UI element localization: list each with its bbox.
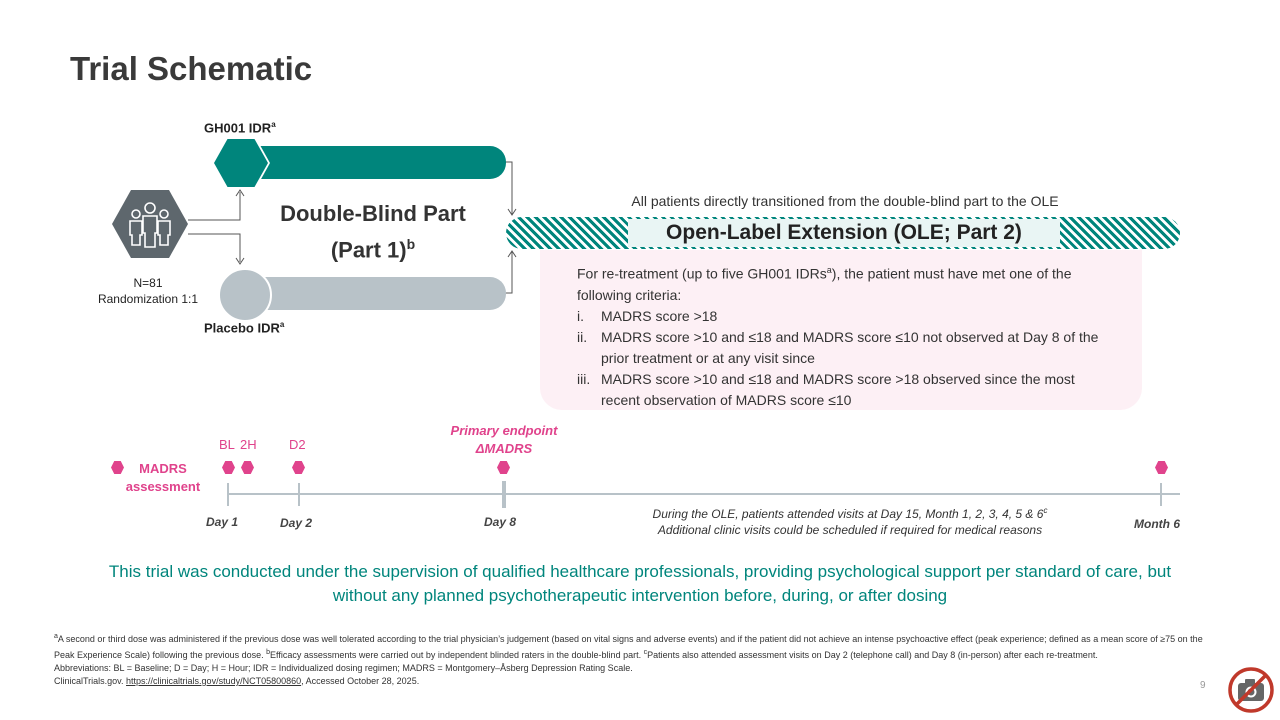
criteria-item: i. MADRS score >18 [577, 307, 718, 324]
footnote-text: $^a$A second or third dose was administered if the previous dose was well tolerated according to the trial physician’s judgement (based on vital signs and adverse events) and if the patient did not achieve an intense psychoactive effect (peak experience; defined as a mean score of ≥75 on the Peak Experience Scale) following the previous dose. $^b$Efficacy assessments were carried out by independent blinded raters in the double-blind part. $^c$Patients also attended assessment visits on Day 2 (telephone call) and Day 8 (in-person) after each re-treatment. [54, 633, 1203, 660]
double-blind-label: Double-Blind Part (Part 1)$^b$ [280, 201, 466, 263]
abbreviations: Abbreviations: BL = Baseline; D = Day; H = Hour; IDR = Individualized dosing regimen; MADRS = Montgomery–Åsberg Depression Rating Scale. [54, 663, 633, 673]
no-photography-icon [1227, 666, 1275, 714]
day2-label: Day 2 [280, 516, 313, 530]
page-title: Trial Schematic [70, 50, 313, 87]
d2-label: D2 [289, 437, 306, 452]
page-number: 9 [1200, 680, 1206, 691]
month6-label: Month 6 [1134, 517, 1180, 531]
criteria-intro: For re-treatment (up to five GH001 IDRs$^a$), the patient must have met one of the following criteria: [577, 265, 1072, 303]
bl-label: BL [219, 437, 235, 452]
source: ClinicalTrials.gov. https://clinicaltrials.gov/study/NCT05800860, Accessed October 28, 2025. [54, 676, 420, 686]
placebo-arm-label: Placebo IDR$^a$ [204, 320, 285, 336]
supervision-notice: This trial was conducted under the supervision of qualified healthcare professionals, providing psychological support per standard of care, but without any planned psychotherapeutic intervention before, during, or after dosing [108, 562, 1172, 605]
ole-label: Open-Label Extension (OLE; Part 2) [628, 219, 1060, 247]
active-arm-label: GH001 IDR$^a$ [204, 120, 276, 136]
madrs-legend-label: MADRS assessment [125, 461, 201, 494]
enrollment-label: N=81 Randomization 1:1 [97, 276, 199, 306]
ole-visits-note: During the OLE, patients attended visits at Day 15, Month 1, 2, 3, 4, 5 & 6$^c$ Additional clinic visits could be scheduled if required for medical reasons [652, 506, 1048, 537]
primary-endpoint-label: Primary endpoint ΔMADRS [450, 423, 558, 456]
source-link[interactable]: https://clinicaltrials.gov/study/NCT05800860 [126, 676, 302, 686]
day1-label: Day 1 [206, 515, 239, 529]
2h-label: 2H [240, 437, 257, 452]
day8-label: Day 8 [484, 515, 517, 529]
criteria-item: ii. MADRS score >10 and ≤18 and MADRS score ≤10 not observed at Day 8 of the prior treatment or at any visit since [577, 328, 1099, 366]
transition-text: All patients directly transitioned from the double-blind part to the OLE [631, 193, 1059, 209]
criteria-item: iii. MADRS score >10 and ≤18 and MADRS score >18 observed since the most recent observation of MADRS score ≤10 [577, 370, 1075, 408]
footnotes [54, 630, 1224, 688]
